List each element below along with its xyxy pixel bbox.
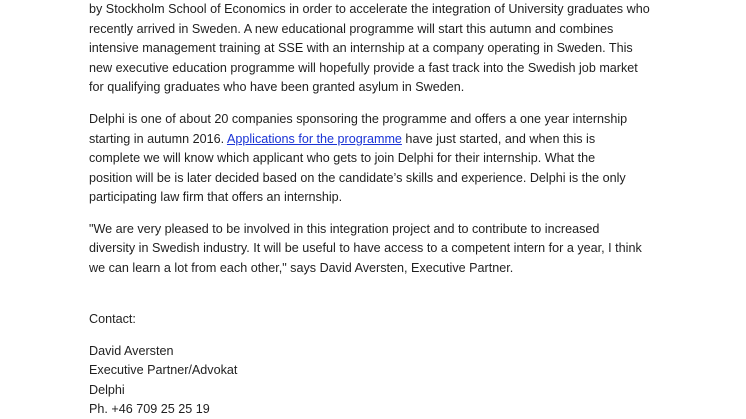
paragraph-1-line-4: new executive education programme will hopefully provide a fast track into the Swedish job market xyxy=(89,60,638,75)
paragraph-2-text-before-link: starting in autumn 2016. xyxy=(89,131,227,146)
paragraph-2-line-5: participating law firm that offers an internship. xyxy=(89,190,343,204)
contact-company: Delphi xyxy=(89,382,125,397)
paragraph-1-line-1: by Stockholm School of Economics in order to accelerate the integration of University graduates who xyxy=(89,2,650,16)
paragraph-2-text-after-link: have just started, and when this is xyxy=(401,131,596,146)
contact-title: Executive Partner/Advokat xyxy=(89,363,238,377)
applications-link[interactable]: Applications for the programme xyxy=(226,131,402,146)
quote-line-3: we can learn a lot from each other," says David Aversten, Executive Partner. xyxy=(89,260,514,275)
paragraph-1-line-2: recently arrived in Sweden. A new educational programme will start this autumn and combines xyxy=(89,21,614,36)
quote-line-1: "We are very pleased to be involved in this integration project and to contribute to increased xyxy=(89,221,600,236)
paragraph-1-line-3: intensive management training at SSE with an internship at a company operating in Sweden. This xyxy=(89,41,633,55)
paragraph-1-line-5: for qualifying graduates who have been granted asylum in Sweden. xyxy=(89,80,465,94)
paragraph-2-line-3: complete we will know which applicant who gets to join Delphi for their internship. What the xyxy=(89,151,596,165)
contact-label: Contact: xyxy=(89,312,136,326)
paragraph-2-line-1: Delphi is one of about 20 companies sponsoring the programme and offers a one year internship xyxy=(89,112,628,126)
contact-name: David Aversten xyxy=(89,343,174,358)
paragraph-2-line-2 xyxy=(89,130,595,150)
quote-line-2: diversity in Swedish industry. It will be useful to have access to a competent intern for a year, I think xyxy=(89,241,642,255)
paragraph-2-line-4: position will be is later decided based on the candidate’s skills and experience. Delphi is the only xyxy=(89,170,626,185)
contact-phone: Ph. +46 709 25 25 19 xyxy=(89,402,210,416)
